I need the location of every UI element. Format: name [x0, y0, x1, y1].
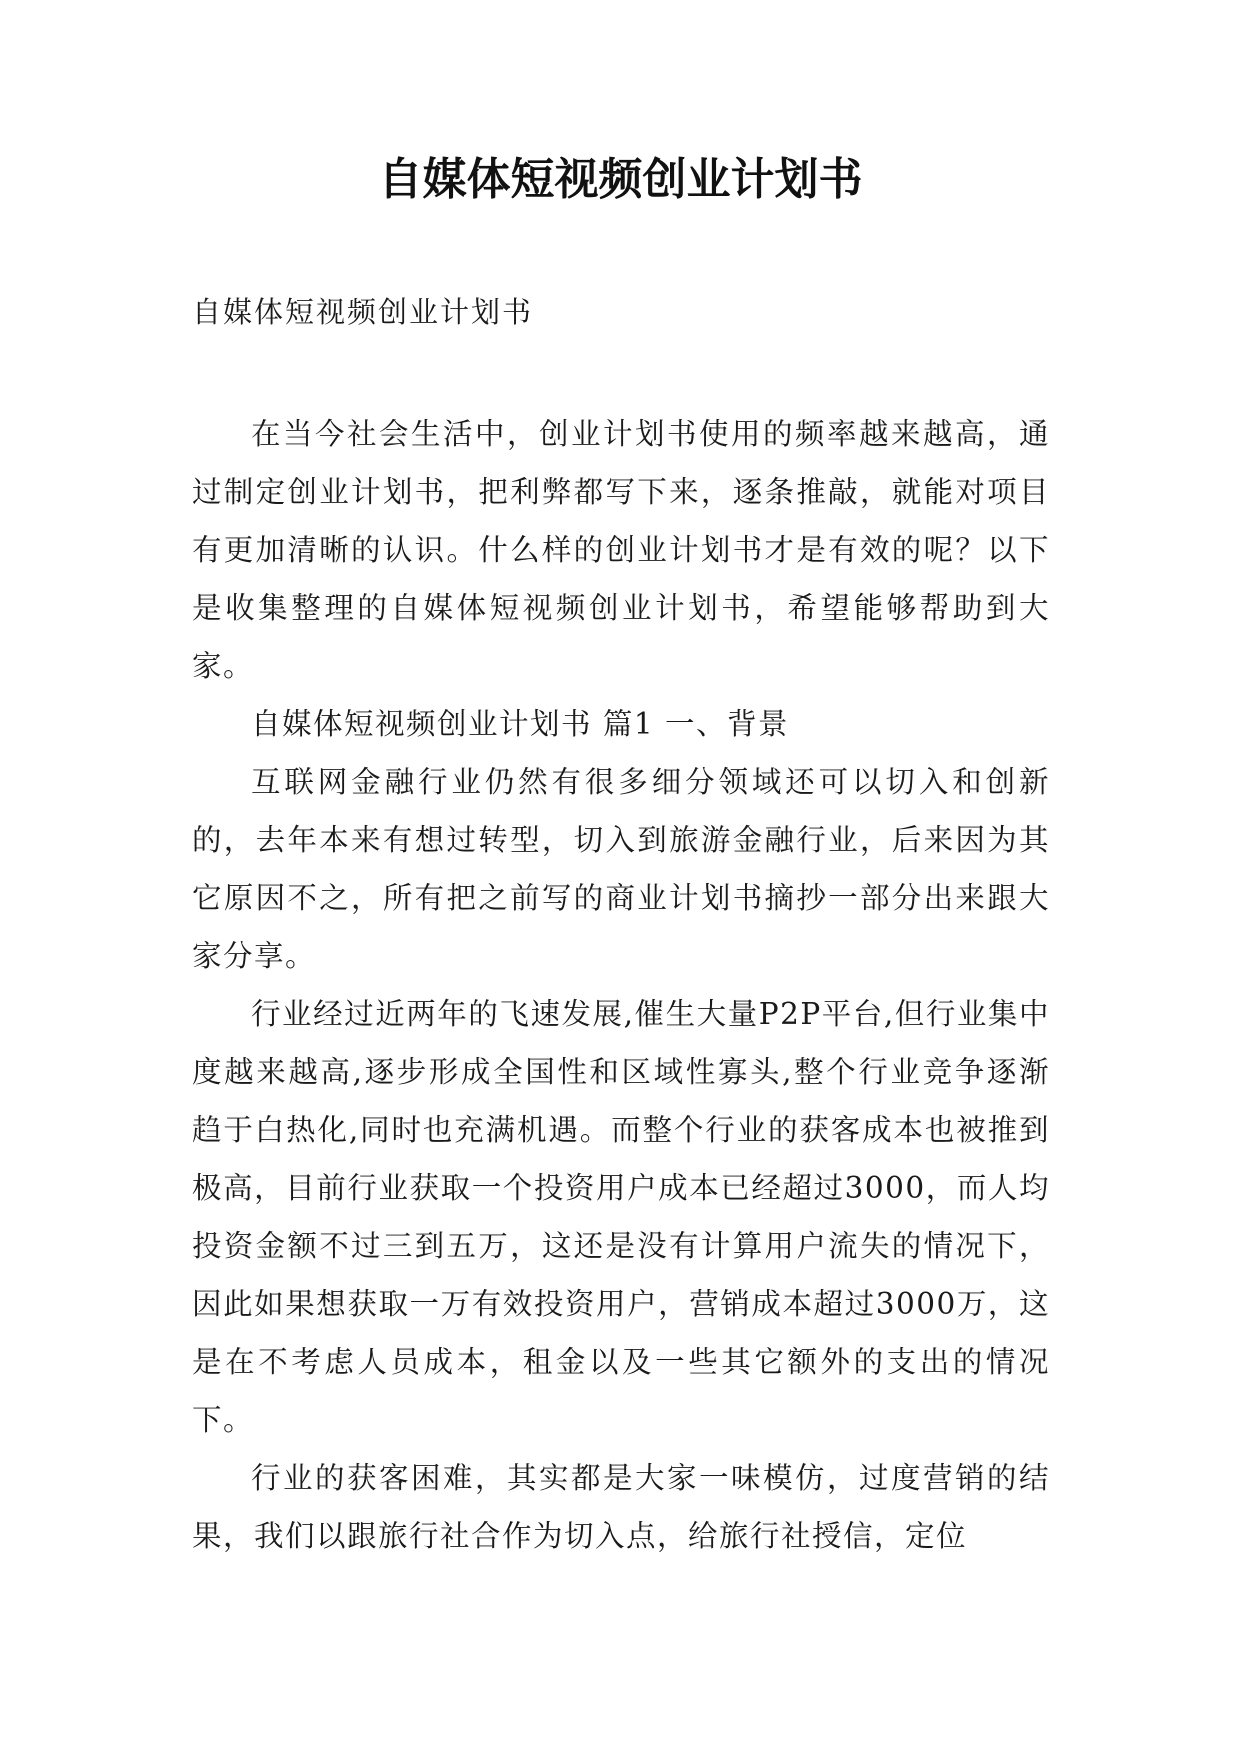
paragraph: 行业的获客困难，其实都是大家一味模仿，过度营销的结果，我们以跟旅行社合作为切入点，给旅行社授信，定位	[192, 1461, 1050, 1553]
paragraph-intro: 在当今社会生活中，创业计划书使用的频率越来越高，通过制定创业计划书，把利弊都写下来，逐条推敲，就能对项目有更加清晰的认识。什么样的创业计划书才是有效的呢？以下是收集整理的自媒体短视频创业计划书，希望能够帮助到大家。	[192, 417, 1050, 683]
paragraph: 行业经过近两年的飞速发展,催生大量P2P平台,但行业集中度越来越高,逐步形成全国性和区域性寡头,整个行业竞争逐渐趋于白热化,同时也充满机遇。而整个行业的获客成本也被推到极高，目前行业获取一个投资用户成本已经超过3000，而人均投资金额不过三到五万，这还是没有计算用户流失的情况下，因此如果想获取一万有效投资用户，营销成本超过3000万，这是在不考虑人员成本，租金以及一些其它额外的支出的情况下。	[192, 997, 1050, 1437]
document-body	[192, 405, 1050, 1565]
document-subtitle: 自媒体短视频创业计划书	[192, 295, 534, 329]
paragraph: 互联网金融行业仍然有很多细分领域还可以切入和创新的，去年本来有想过转型，切入到旅游金融行业，后来因为其它原因不之，所有把之前写的商业计划书摘抄一部分出来跟大家分享。	[192, 765, 1050, 973]
page-title: 自媒体短视频创业计划书	[378, 154, 863, 205]
section-heading: 自媒体短视频创业计划书 篇1 一、背景	[251, 707, 790, 741]
